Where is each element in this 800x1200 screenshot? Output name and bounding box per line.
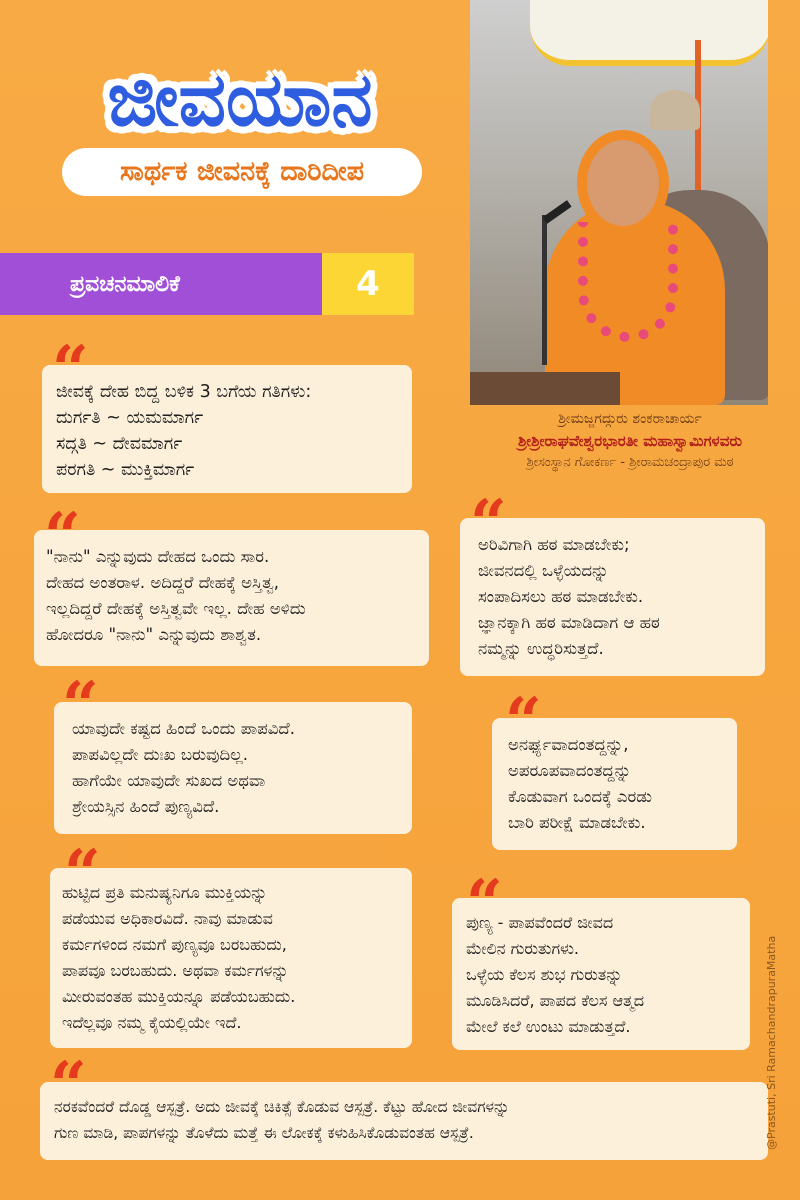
quote-line: ಗುಣ ಮಾಡಿ, ಪಾಪಗಳನ್ನು ತೊಳೆದು ಮತ್ತೆ ಈ ಲೋಕಕ್ಕೆ ಕಳುಹಿಸಿಕೊಡುವಂತಹ ಆಸ್ಪತ್ರೆ. — [54, 1124, 474, 1142]
quote-line: ದುರ್ಗತಿ ~ ಯಮಮಾರ್ಗ — [56, 408, 204, 428]
quote-line: ಇಲ್ಲದಿದ್ದರೆ ದೇಹಕ್ಕೆ ಅಸ್ತಿತ್ವವೇ ಇಲ್ಲ. ದೇಹ ಅಳಿದು — [46, 599, 306, 618]
quote-card-2 — [34, 530, 429, 666]
quote-line: ಪಾಪವೂ ಬರಬಹುದು. ಅಥವಾ ಕರ್ಮಗಳನ್ನು — [62, 961, 289, 980]
page-title: ಜೀವಯಾನ — [107, 57, 373, 143]
quote-line: ಶ್ರೇಯಸ್ಸಿನ ಹಿಂದೆ ಪುಣ್ಯವಿದೆ. — [72, 797, 220, 816]
umbrella-shape — [530, 0, 768, 66]
quote-line: ಯಾವುದೇ ಕಷ್ಟದ ಹಿಂದೆ ಒಂದು ಪಾಪವಿದೆ. — [72, 719, 295, 738]
quote-card-6 — [50, 868, 412, 1048]
photo-caption — [470, 408, 790, 474]
caption-line-2: ಶ್ರೀಶ್ರೀರಾಘವೇಶ್ವರಭಾರತೀ ಮಹಾಸ್ವಾಮಿಗಳವರು — [517, 432, 743, 450]
quote-line: ಪುಣ್ಯ - ಪಾಪವೆಂದರೆ ಜೀವದ — [466, 913, 614, 932]
quote-line: ಅರಿವಿಗಾಗಿ ಹಠ ಮಾಡಬೇಕು; — [478, 535, 630, 554]
quote-line: ಹೋದರೂ "ನಾನು" ಎನ್ನುವುದು ಶಾಶ್ವತ. — [46, 625, 262, 644]
caption-line-1: ಶ್ರೀಮಜ್ಜಗದ್ಗುರು ಶಂಕರಾಚಾರ್ಯ — [558, 411, 702, 427]
quote-line: ಹಾಗೆಯೇ ಯಾವುದೇ ಸುಖದ ಅಥವಾ — [72, 771, 266, 790]
photo-credit: @Prastuti, Sri RamachandrapuraMatha — [765, 935, 778, 1150]
quote-line: ದೇಹದ ಅಂತರಾಳ. ಅದಿದ್ದರೆ ದೇಹಕ್ಕೆ ಅಸ್ತಿತ್ವ, — [46, 573, 280, 592]
quote-line: ಇದೆಲ್ಲವೂ ನಮ್ಮ ಕೈಯಲ್ಲಿಯೇ ಇದೆ. — [62, 1013, 242, 1032]
series-number: 4 — [322, 253, 414, 315]
quote-line: ಮೂಡಿಸಿದರೆ, ಪಾಪದ ಕೆಲಸ ಆತ್ಮದ — [466, 991, 645, 1010]
quote-line: ಜೀವನದಲ್ಲಿ ಒಳ್ಳೆಯದನ್ನು — [478, 561, 609, 580]
mic-stand — [542, 215, 547, 365]
desk-shape — [470, 372, 620, 405]
quote-card-1 — [42, 365, 412, 493]
quote-line: ಪಡೆಯುವ ಅಧಿಕಾರವಿದೆ. ನಾವು ಮಾಡುವ — [62, 909, 273, 928]
series-label: ಪ್ರವಚನಮಾಲಿಕೆ — [0, 253, 322, 315]
quote-line: ಬಾರಿ ಪರೀಕ್ಷೆ ಮಾಡಬೇಕು. — [508, 813, 646, 832]
garland-shape — [578, 222, 678, 342]
quote-card-4 — [54, 702, 412, 834]
quote-line: ಮೀರುವಂತಹ ಮುಕ್ತಿಯನ್ನೂ ಪಡೆಯಬಹುದು. — [62, 987, 296, 1006]
quote-line: ಕೊಡುವಾಗ ಒಂದಕ್ಕೆ ಎರಡು — [508, 787, 652, 806]
microphone-icon — [542, 200, 571, 224]
quote-card-8 — [40, 1082, 768, 1160]
finial-shape — [650, 90, 700, 130]
quote-line: "ನಾನು" ಎನ್ನುವುದು ದೇಹದ ಒಂದು ಸಾರ. — [46, 547, 270, 566]
quote-line: ಸಂಪಾದಿಸಲು ಹಠ ಮಾಡಬೇಕು. — [478, 587, 644, 606]
quote-card-5 — [492, 718, 737, 850]
quote-line: ಪಾಪವಿಲ್ಲದೇ ದುಃಖ ಬರುವುದಿಲ್ಲ. — [72, 745, 249, 764]
subtitle-pill — [62, 148, 422, 196]
quote-line: ಜೀವಕ್ಕೆ ದೇಹ ಬಿದ್ದ ಬಳಿಕ 3 ಬಗೆಯ ಗತಿಗಳು: — [56, 382, 312, 402]
quote-line: ಮೇಲಿನ ಗುರುತುಗಳು. — [466, 939, 580, 958]
speaker-photo — [470, 0, 768, 405]
quote-line: ಕರ್ಮಗಳಿಂದ ನಮಗೆ ಪುಣ್ಯವೂ ಬರಬಹುದು, — [62, 935, 287, 954]
quote-card-7 — [452, 898, 750, 1050]
quote-line: ನರಕವೆಂದರೆ ದೊಡ್ಡ ಆಸ್ಪತ್ರೆ. ಅದು ಜೀವಕ್ಕೆ ಚಿಕಿತ್ಸೆ ಕೊಡುವ ಆಸ್ಪತ್ರೆ. ಕೆಟ್ಟು ಹೋದ ಜೀವಗಳನ್ನು — [54, 1098, 510, 1116]
quote-line: ಅನರ್ಘ್ಯವಾದಂತದ್ದನ್ನು, — [508, 735, 629, 754]
quote-line: ನಮ್ಮನ್ನು ಉದ್ಧರಿಸುತ್ತದೆ. — [478, 639, 604, 658]
caption-line-3: ಶ್ರೀಸಂಸ್ಥಾನ ಗೋಕರ್ಣ - ಶ್ರೀರಾಮಚಂದ್ರಾಪುರ ಮಠ — [526, 455, 734, 470]
quote-line: ಹುಟ್ಟಿದ ಪ್ರತಿ ಮನುಷ್ಯನಿಗೂ ಮುಕ್ತಿಯನ್ನು — [62, 883, 268, 902]
quote-line: ಅಪರೂಪವಾದಂತದ್ದನ್ನು — [508, 761, 632, 780]
quote-card-3 — [460, 518, 765, 676]
quote-line: ಸದ್ಗತಿ ~ ದೇವಮಾರ್ಗ — [56, 434, 183, 454]
page-subtitle: ಸಾರ್ಥಕ ಜೀವನಕ್ಕೆ ದಾರಿದೀಪ — [119, 156, 365, 187]
quote-line: ಜ್ಞಾನಕ್ಕಾಗಿ ಹಠ ಮಾಡಿದಾಗ ಆ ಹಠ — [478, 613, 660, 632]
quote-line: ಒಳ್ಳೆಯ ಕೆಲಸ ಶುಭ ಗುರುತನ್ನು — [466, 965, 623, 984]
quote-line: ಪರಗತಿ ~ ಮುಕ್ತಿಮಾರ್ಗ — [56, 460, 195, 480]
head-shape — [587, 140, 659, 226]
quote-line: ಮೇಲೆ ಕಲೆ ಉಂಟು ಮಾಡುತ್ತದೆ. — [466, 1017, 631, 1036]
